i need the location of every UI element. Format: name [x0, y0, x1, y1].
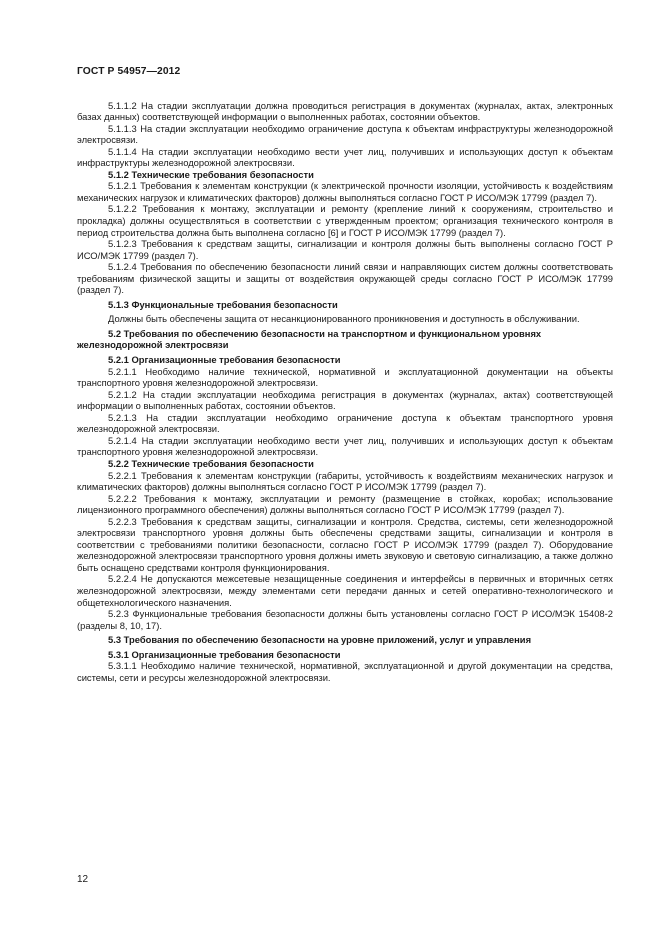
paragraph: 5.1.2.4 Требования по обеспечению безопасности линий связи и направляющих систем должны соответствовать требованиям физической защиты и защиты от воздействия окружающей среды согласно ГОСТ Р ИСО/МЭК 17799 (раздел 7). [77, 261, 613, 296]
paragraph: 5.2.2.4 Не допускаются межсетевые незащищенные соединения и интерфейсы в первичных и вторичных сетях железнодорожной электросвязи, между элементами сети передачи данных и сетей оперативно-технологического и общетехнологического назначения. [77, 573, 613, 608]
paragraph: Должны быть обеспечены защита от несанкционированного проникновения и доступность в обслуживании. [108, 313, 580, 325]
paragraph: 5.2.1.1 Необходимо наличие технической, нормативной и эксплуатационной документации на объекты транспортного уровня железнодорожной электросвязи. [77, 365, 613, 389]
paragraph: 5.1.2.2 Требования к монтажу, эксплуатации и ремонту (крепление линий к сооружениям, строительство и прокладка) должны осуществляться в соответствии с утвержденным проектом; организация технического контроля в период строительства должна быть выполнена согласно [6] и ГОСТ Р ИСО/МЭК 17799 (раздел 7). [77, 203, 613, 238]
paragraph: 5.1.2.1 Требования к элементам конструкции (к электрической прочности изоляции, устойчивость к воздействиям механических нагрузок и климатических факторов) должны выполняться согласно ГОСТ Р ИСО/МЭК 17799 (раздел 7). [77, 180, 613, 203]
section-heading: 5.2.1 Организационные требования безопасности [108, 354, 341, 366]
paragraph: 5.2.1.2 На стадии эксплуатации необходима регистрация в документах (журналах, актах) соответствующей информации о выполненных работах, состоянии объектов. [77, 388, 613, 412]
paragraph: 5.2.2.2 Требования к монтажу, эксплуатации и ремонту (размещение в стойках, коробах; использование лицензионного программного обеспечения) должны выполняться согласно ГОСТ Р ИСО/МЭК 17799 (раздел 7). [77, 492, 613, 516]
section-heading: 5.3 Требования по обеспечению безопасности на уровне приложений, услуг и управления [108, 634, 532, 646]
paragraph: 5.1.1.4 На стадии эксплуатации необходимо вести учет лиц, получивших и использующих доступ к объектам инфраструктуры железнодорожной электросвязи. [77, 145, 613, 169]
paragraph: 5.1.2.3 Требования к средствам защиты, сигнализации и контроля должны быть выполнены согласно ГОСТ Р ИСО/МЭК 17799 (раздел 7). [77, 238, 613, 261]
paragraph: 5.2.3 Функциональные требования безопасности должны быть установлены согласно ГОСТ Р ИСО/МЭК 15408-2 (разделы 8, 10, 17). [77, 608, 613, 631]
paragraph: 5.1.1.2 На стадии эксплуатации должна проводиться регистрация в документах (журналах, актах, электронных базах данных) соответствующей информации о выполненных работах, состоянии объектов. [77, 99, 613, 123]
paragraph: 5.2.2.1 Требования к элементам конструкции (габариты, устойчивость к воздействиям механических нагрузок и климатических факторов) должны выполняться согласно ГОСТ Р ИСО/МЭК 17799 (раздел 7). [77, 469, 613, 493]
section-heading: 5.3.1 Организационные требования безопасности [108, 648, 341, 660]
paragraph: 5.2.1.4 На стадии эксплуатации необходимо вести учет лиц, получивших и использующих доступ к объектам транспортного уровня железнодорожной электросвязи. [77, 434, 613, 458]
section-heading: 5.1.3 Функциональные требования безопасности [108, 298, 338, 310]
document-body [77, 100, 613, 684]
paragraph: 5.1.1.3 На стадии эксплуатации необходимо ограничение доступа к объектам инфраструктуры железнодорожной электросвязи. [77, 122, 613, 146]
paragraph: 5.2.2.3 Требования к средствам защиты, сигнализации и контроля. Средства, системы, сети железнодорожной электросвязи транспортного уровня должны быть обеспечены средствами защиты, сигнализации и контроля в соответствии с требованиями политики безопасности, согласно ГОСТ Р ИСО/МЭК 17799 (раздел 7). Оборудование железнодорожной электросвязи транспортного уровня должны иметь звуковую и световую сигнализацию, а также должно быть оснащено средствами контроля функционирования. [77, 515, 613, 573]
section-heading: 5.2 Требования по обеспечению безопасности на транспортном и функциональном уровнях железнодорожной электросвязи [77, 327, 542, 351]
document-header: ГОСТ Р 54957—2012 [77, 66, 181, 77]
section-heading: 5.1.2 Технические требования безопасности [108, 168, 314, 180]
page-number: 12 [77, 874, 89, 885]
paragraph: 5.2.1.3 На стадии эксплуатации необходимо ограничение доступа к объектам транспортного уровня железнодорожной электросвязи. [77, 411, 613, 435]
section-heading: 5.2.2 Технические требования безопасности [108, 457, 314, 469]
paragraph: 5.3.1.1 Необходимо наличие технической, нормативной, эксплуатационной и другой документации на средства, системы, сети и ресурсы железнодорожной электросвязи. [77, 660, 613, 683]
